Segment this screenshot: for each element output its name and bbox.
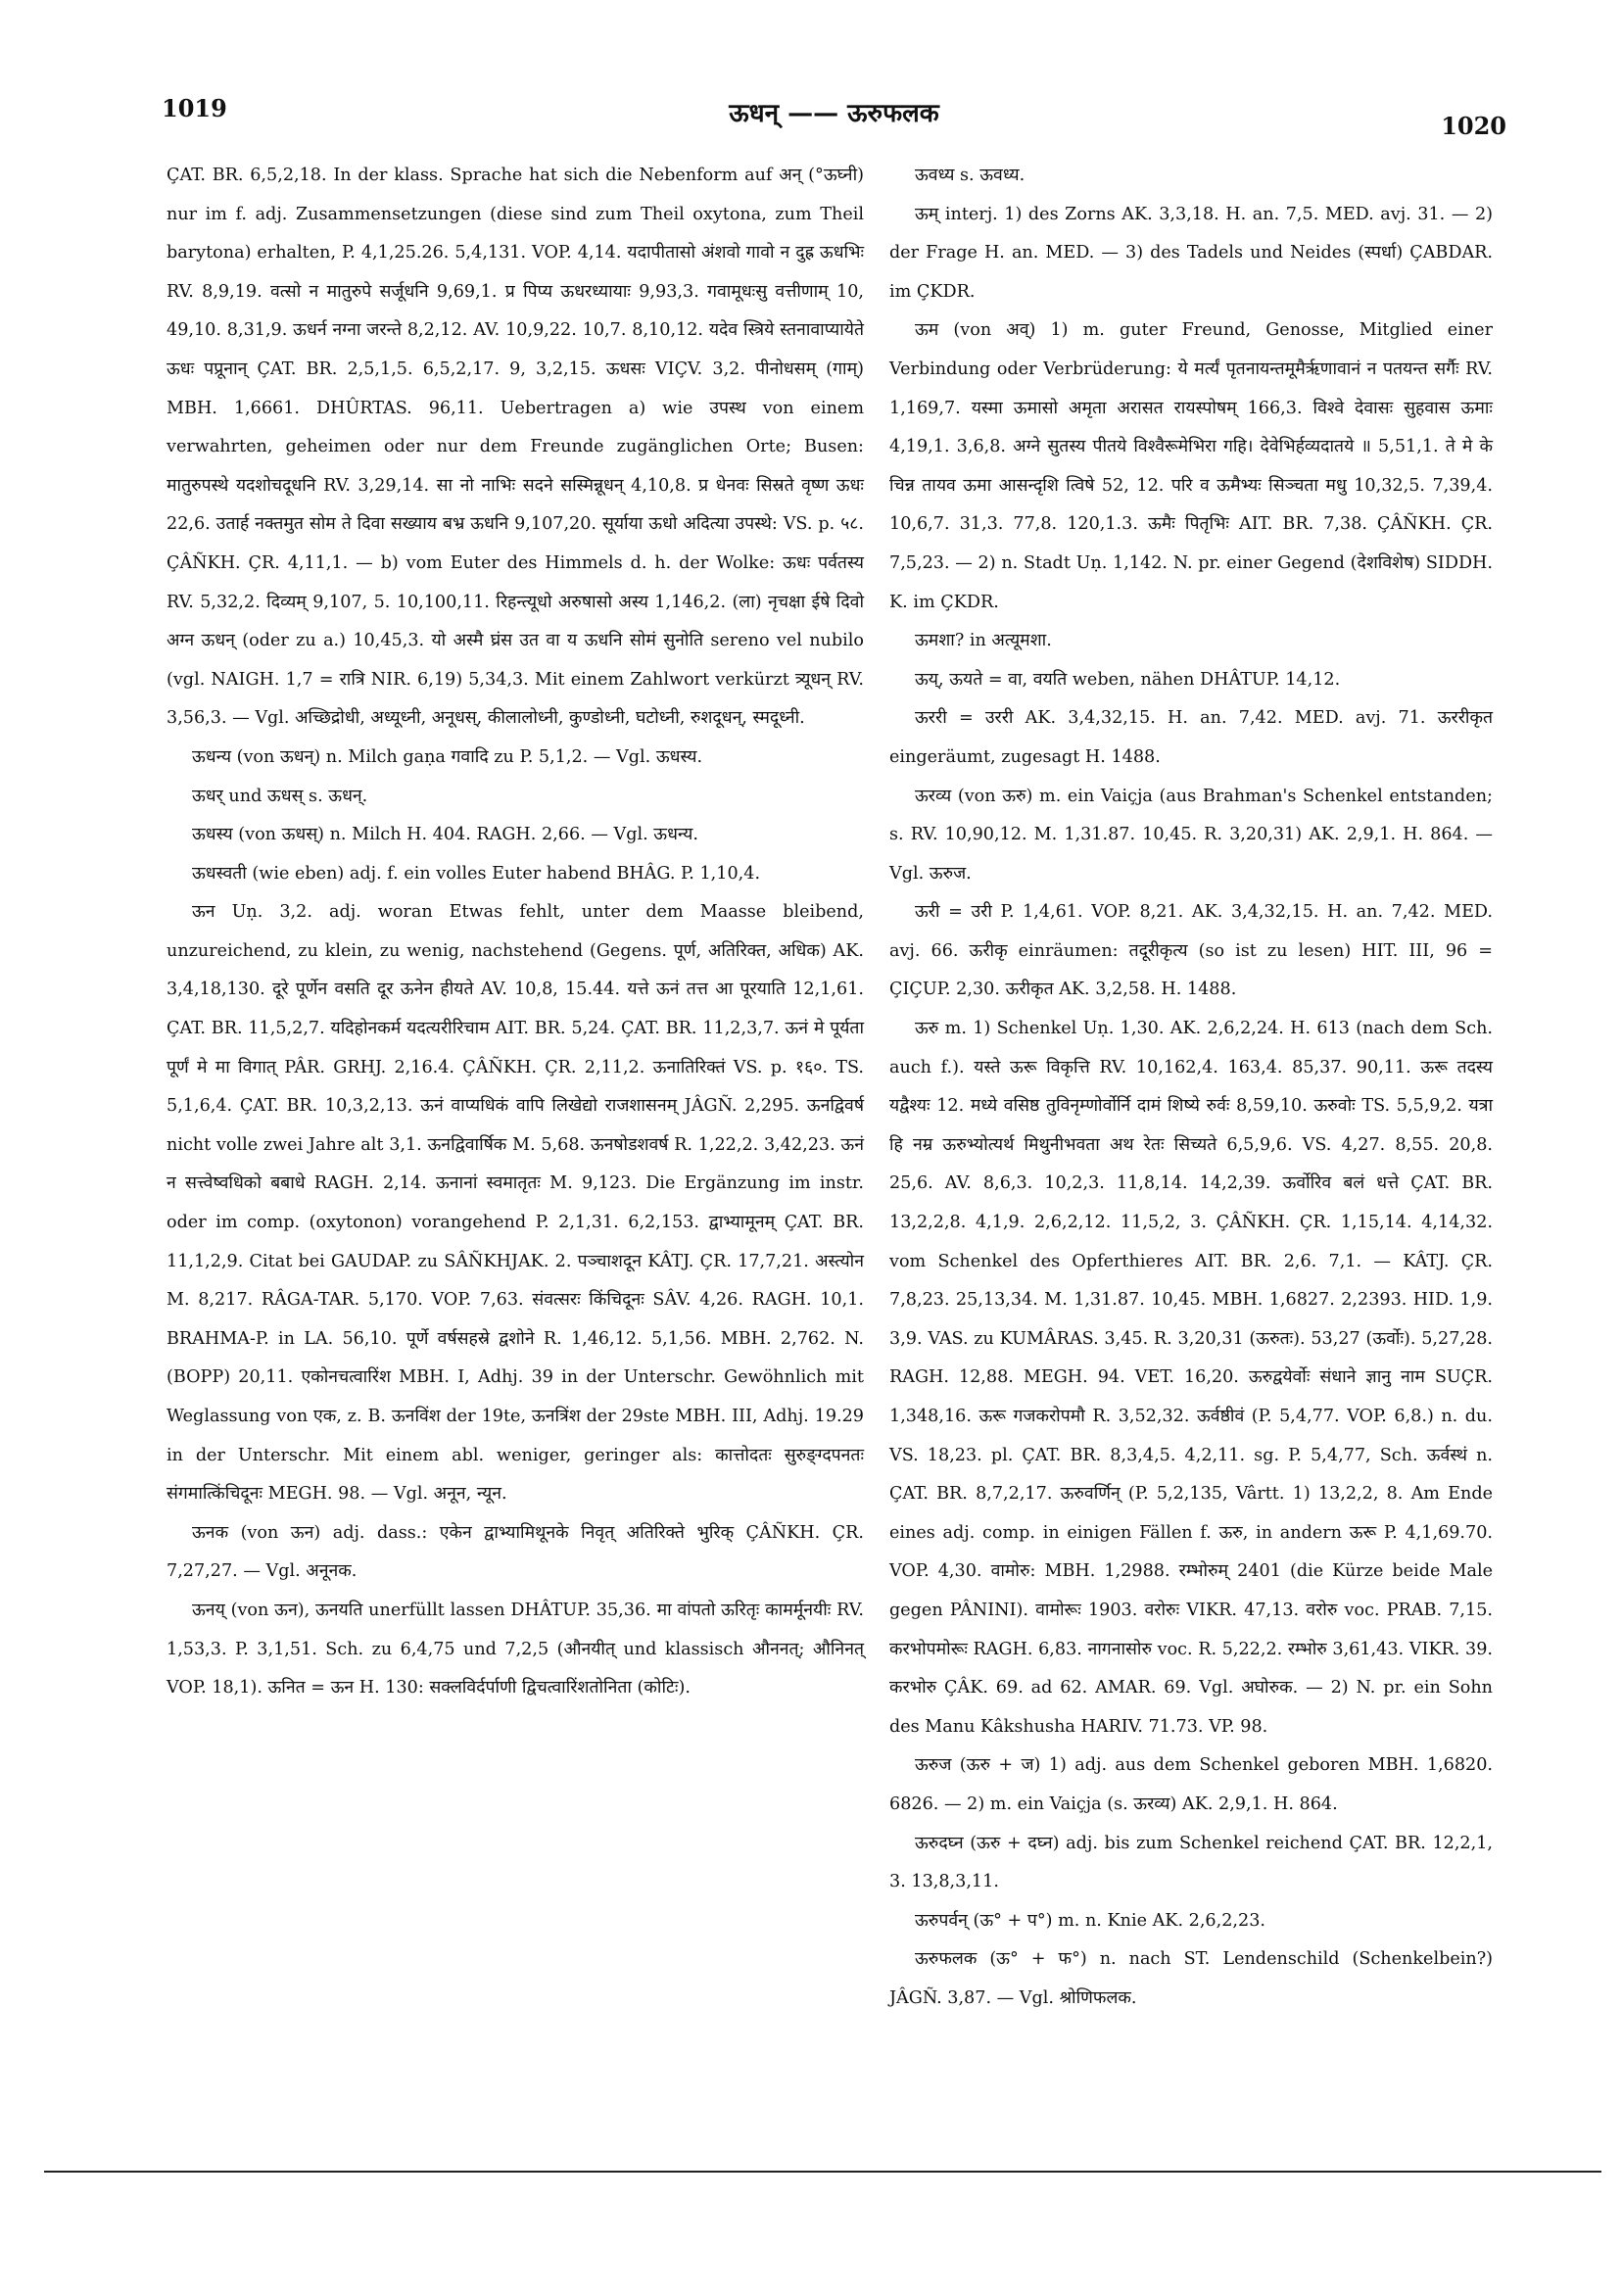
- entry-uru: ऊरु m. 1) Schenkel Uṇ. 1,30. AK. 2,6,2,24. H. 613 (nach dem Sch. auch f.). यस्ते ऊरू विकृत्ति RV. 10,162,4. 163,4. 85,37. 90,11. ऊरू तदस्य यद्वैश्यः 12. मध्ये वसिष्ठ तुविनृम्णोर्वोर्नि दामं शिष्ये रुर्वः 8,59,10. ऊरुवोः TS. 5,5,9,2. यत्रा हि नम्र ऊरुभ्योत्यर्थ मिथुनीभवता अथ रेतः सिच्यते 6,5,9,6. VS. 4,27. 8,55. 20,8. 25,6. AV. 8,6,3. 10,2,3. 11,8,14. 14,2,39. ऊर्वोरिव बलं धत्ते ÇAT. BR. 13,2,2,8. 4,1,9. 2,6,2,12. 11,5,2, 3. ÇÂÑKH. ÇR. 1,15,14. 4,14,32. vom Schenkel des Opferthieres AIT. BR. 2,6. 7,1. — KÂTJ. ÇR. 7,8,23. 25,13,34. M. 1,31.87. 10,45. MBH. 1,6827. 2,2393. HID. 1,9. 3,9. VAS. zu KUMÂRAS. 3,45. R. 3,20,31 (ऊरुतः). 53,27 (ऊर्वोः). 5,27,28. RAGH. 12,88. MEGH. 94. VET. 16,20. ऊरुद्वयेर्वोः संधाने ज्ञानु नाम SUÇR. 1,348,16. ऊरू गजकरोपमौ R. 3,52,32. ऊर्वष्ठीवं (P. 5,4,77. VOP. 6,8.) n. du. VS. 18,23. pl. ÇAT. BR. 8,3,4,5. 4,2,11. sg. P. 5,4,77, Sch. ऊर्वस्थं n. ÇAT. BR. 8,7,2,17. ऊरुवर्णिन् (P. 5,2,135, Vârtt. 1) 13,2,2, 8. Am Ende eines adj. comp. in einigen Fällen f. ऊरु, in andern ऊरू P. 4,1,69.70. VOP. 4,30. वामोरु: MBH. 1,2988. रम्भोरुम् 2401 (die Kürze beide Male gegen PÂNINI). वामोरूः 1903. वरोरुः VIKR. 47,13. वरोरु voc. PRAB. 7,15. करभोपमोरूः RAGH. 6,83. नागनासोरु voc. R. 5,22,2. रम्भोरु 3,61,43. VIKR. 39. करभोरु ÇÂK. 69. ad 62. AMAR. 69. Vgl. अघोरुक. — 2) N. pr. ein Sohn des Manu Kâkshusha HARIV. 71.73. VP. 98.: [889, 1019, 1493, 1737]
- entry-um: ऊम् interj. 1) des Zorns AK. 3,3,18. H. an. 7,5. MED. avj. 31. — 2) der Frage H. an. MED. — 3) des Tadels und Neides (स्पर्धा) ÇABDAR. im ÇKDR.: [889, 204, 1493, 302]
- left-column: [167, 157, 864, 1708]
- entry-uruja: ऊरुज (ऊरु + ज) 1) adj. aus dem Schenkel geboren MBH. 1,6820. 6826. — 2) m. ein Vaiçja (s. ऊरव्य) AK. 2,9,1. H. 864.: [889, 1755, 1493, 1814]
- right-page-number: 1020: [1441, 112, 1506, 140]
- entry-uravya: ऊरव्य (von ऊरु) m. ein Vaiçja (aus Brahman's Schenkel entstanden; s. RV. 10,90,12. M. 1,31.87. 10,45. R. 3,20,31) AK. 2,9,1. H. 864. — Vgl. ऊरुज.: [889, 786, 1493, 884]
- entry-udhasya: ऊधस्य (von ऊधस्) n. Milch H. 404. RAGH. 2,66. — Vgl. ऊधन्य.: [192, 825, 698, 845]
- entry-uruphalaka: ऊरुफलक (ऊ° + फ°) n. nach ST. Lendenschild (Schenkelbein?) JÂGÑ. 3,87. — Vgl. श्रोणिफलक.: [889, 1949, 1493, 2008]
- right-column: [889, 157, 1493, 2019]
- bottom-rule: [44, 2171, 1601, 2173]
- entry-udhar: ऊधर् und ऊधस् s. ऊधन्.: [192, 786, 368, 806]
- entry-uy: ऊय्, ऊयते = वा, वयति weben, nähen DHÂTUP. 14,12.: [915, 669, 1341, 690]
- entry-udhasvati: ऊधस्वती (wie eben) adj. f. ein volles Euter habend BHÂG. P. 1,10,4.: [192, 863, 761, 884]
- entry-uvadhya: ऊवध्य s. ऊवध्य.: [915, 166, 1026, 185]
- entry-urari: ऊररी = उररी AK. 3,4,32,15. H. an. 7,42. MED. avj. 71. ऊररीकृत eingeräumt, zugesagt H. 1488.: [889, 708, 1493, 767]
- entry-urudaghna: ऊरुदघ्न (ऊरु + दघ्न) adj. bis zum Schenkel reichend ÇAT. BR. 12,2,1, 3. 13,8,3,11.: [889, 1833, 1493, 1892]
- entry-umasha: ऊमशा? in अत्यूमशा.: [915, 631, 1052, 651]
- entry-continuation: ÇAT. BR. 6,5,2,18. In der klass. Sprache hat sich die Nebenform auf अन् (°ऊघ्नी) nur im f. adj. Zusammensetzungen (diese sind zum Theil oxytona, zum Theil barytona) erhalten, P. 4,1,25.26. 5,4,131. VOP. 4,14. यदापीतासो अंशवो गावो न दुह्र ऊधभिः RV. 8,9,19. वत्सो न मातुरुपे सर्जूधनि 9,69,1. प्र पिप्य ऊधरध्यायाः 9,93,3. गवामूधःसु वत्तीणाम् 10, 49,10. 8,31,9. ऊधर्न नग्ना जरन्ते 8,2,12. AV. 10,9,22. 10,7. 8,10,12. यदेव स्त्रिये स्तनावाप्यायेते ऊधः पप्रूनान् ÇAT. BR. 2,5,1,5. 6,5,2,17. 9, 3,2,15. ऊधसः VIÇV. 3,2. पीनोधसम् (गाम्) MBH. 1,6661. DHÛRTAS. 96,11. Uebertragen a) wie उपस्थ von einem verwahrten, geheimen oder nur dem Freunde zugänglichen Orte; Busen: मातुरुपस्थे यदशोचदूधनि RV. 3,29,14. सा नो नाभिः सदने सस्मिन्नूधन् 4,10,8. प्र धेनवः सिस्रते वृष्ण ऊधः 22,6. उतार्ह नक्तमुत सोम ते दिवा सख्याय बभ्र ऊधनि 9,107,20. सूर्याया ऊधो अदित्या उपस्थे: VS. p. ५८. ÇÂÑKH. ÇR. 4,11,1. — b) vom Euter des Himmels d. h. der Wolke: ऊधः पर्वतस्य RV. 5,32,2. दिव्यम् 9,107, 5. 10,100,11. रिहन्त्यूधो अरुषासो अस्य 1,146,2. (ला) नृचक्षा ईषे दिवो अग्न ऊधन् (oder zu a.) 10,45,3. यो अस्मै घ्रंस उत वा य ऊधनि सोमं सुनोति sereno vel nubilo (vgl. NAIGH. 1,7 = रात्रि NIR. 6,19) 5,34,3. Mit einem Zahlwort verkürzt त्र्यूधन् RV. 3,56,3. — Vgl. अच्छिद्रोधी, अध्यूध्नी, अनूधस्, कीलालोध्नी, कुण्डोध्नी, घटोध्नी, रुशदूधन्, स्मदूध्नी.: [167, 166, 864, 729]
- entry-una: ऊन Uṇ. 3,2. adj. woran Etwas fehlt, unter dem Maasse bleibend, unzureichend, zu klein, zu wenig, nachstehend (Gegens. पूर्ण, अतिरिक्त, अधिक) AK. 3,4,18,130. दूरे पूर्णेन वसति दूर ऊनेन हीयते AV. 10,8, 15.44. यत्ते ऊनं तत्त आ पूरयाति 12,1,61. ÇAT. BR. 11,5,2,7. यदिहोनकर्म यदत्यरीरिचाम AIT. BR. 5,24. ÇAT. BR. 11,2,3,7. ऊनं मे पूर्यता पूर्णं मे मा विगात् PÂR. GRHJ. 2,16.4. ÇÂÑKH. ÇR. 2,11,2. ऊनातिरिक्तं VS. p. १६०. TS. 5,1,6,4. ÇAT. BR. 10,3,2,13. ऊनं वाप्यधिकं वापि लिखेद्यो राजशासनम् JÂGÑ. 2,295. ऊनद्विवर्ष nicht volle zwei Jahre alt 3,1. ऊनद्विवार्षिक M. 5,68. ऊनषोडशवर्ष R. 1,22,2. 3,42,23. ऊनं न सत्त्वेष्वधिको बबाधे RAGH. 2,14. ऊनानां स्वमातृतः M. 9,123. Die Ergänzung im instr. oder im comp. (oxytonon) vorangehend P. 2,1,31. 6,2,153. द्वाभ्यामूनम् ÇAT. BR. 11,1,2,9. Citat bei GAUDAP. zu SÂÑKHJAK. 2. पञ्चाशदून KÂTJ. ÇR. 17,7,21. अस्त्योन M. 8,217. RÂGA-TAR. 5,170. VOP. 7,63. संवत्सरः किंचिदूनः SÂV. 4,26. RAGH. 10,1. BRAHMA-P. in LA. 56,10. पूर्णे वर्षसहस्रे द्वशोने R. 1,46,12. 5,1,56. MBH. 2,762. N. (BOPP) 20,11. एकोनचत्वारिंश MBH. I, Adhj. 39 in der Unterschr. Gewöhnlich mit Weglassung von एक, z. B. ऊनविंश der 19te, ऊनत्रिंश der 29ste MBH. III, Adhj. 19.29 in der Unterschr. Mit einem abl. weniger, geringer als: कात्तोदतः सुरुङ्ग्दपनतः संगमात्किंचिदूनः MEGH. 98. — Vgl. अनून, न्यून.: [167, 902, 864, 1505]
- entry-unaka: ऊनक (von ऊन) adj. dass.: एकेन द्वाभ्यामिथूनके निवृत् अतिरिक्ते भुरिक् ÇÂÑKH. ÇR. 7,27,27. — Vgl. अनूनक.: [167, 1522, 864, 1582]
- entry-uma: ऊम (von अव्) 1) m. guter Freund, Genosse, Mitglied einer Verbindung oder Verbrüderung: ये मर्त्यं पृतनायन्तमूमैर्ऋणावानं न पतयन्त सर्गैः RV. 1,169,7. यस्मा ऊमासो अमृता अरासत रायस्पोषम् 166,3. विश्वे देवासः सुहवास ऊमाः 4,19,1. 3,6,8. अग्ने सुतस्य पीतये विश्वैरूमेभिरा गहि। देवेभिर्हव्यदातये ॥ 5,51,1. ते मे के चिन्न तायव ऊमा आसन्दृशि त्विषे 52, 12. परि व ऊमैभ्यः सिञ्चता मधु 10,32,5. 7,39,4. 10,6,7. 31,3. 77,8. 120,1.3. ऊमैः पितृभिः AIT. BR. 7,38. ÇÂÑKH. ÇR. 7,5,23. — 2) n. Stadt Uṇ. 1,142. N. pr. einer Gegend (देशविशेष) SIDDH. K. im ÇKDR.: [889, 320, 1493, 612]
- page-header: [162, 94, 1506, 143]
- running-headword: ऊधन् —— ऊरुफलक: [729, 99, 939, 128]
- entry-unay: ऊनय् (von ऊन), ऊनयति unerfüllt lassen DHÂTUP. 35,36. मा वांपतो ऊरितृः कामर्मूनयीः RV. 1,53,3. P. 3,1,51. Sch. zu 6,4,75 und 7,2,5 (औनयीत् und klassisch औननत्; औनिनत् VOP. 18,1). ऊनित = ऊन H. 130: सक्लविर्दर्पाणी द्विचत्वारिंशतोनिता (कोटिः).: [167, 1600, 864, 1698]
- left-page-number: 1019: [162, 94, 227, 122]
- entry-uri: ऊरी = उरी P. 1,4,61. VOP. 8,21. AK. 3,4,32,15. H. an. 7,42. MED. avj. 66. ऊरीकृ einräumen: तदूरीकृत्य (so ist zu lesen) HIT. III, 96 = ÇIÇUP. 2,30. ऊरीकृत AK. 3,2,58. H. 1488.: [889, 902, 1493, 1000]
- entry-udhanya: ऊधन्य (von ऊधन्) n. Milch gaṇa गवादि zu P. 5,1,2. — Vgl. ऊधस्य.: [192, 746, 703, 767]
- entry-uruparvan: ऊरुपर्वन् (ऊ° + प°) m. n. Knie AK. 2,6,2,23.: [915, 1910, 1265, 1931]
